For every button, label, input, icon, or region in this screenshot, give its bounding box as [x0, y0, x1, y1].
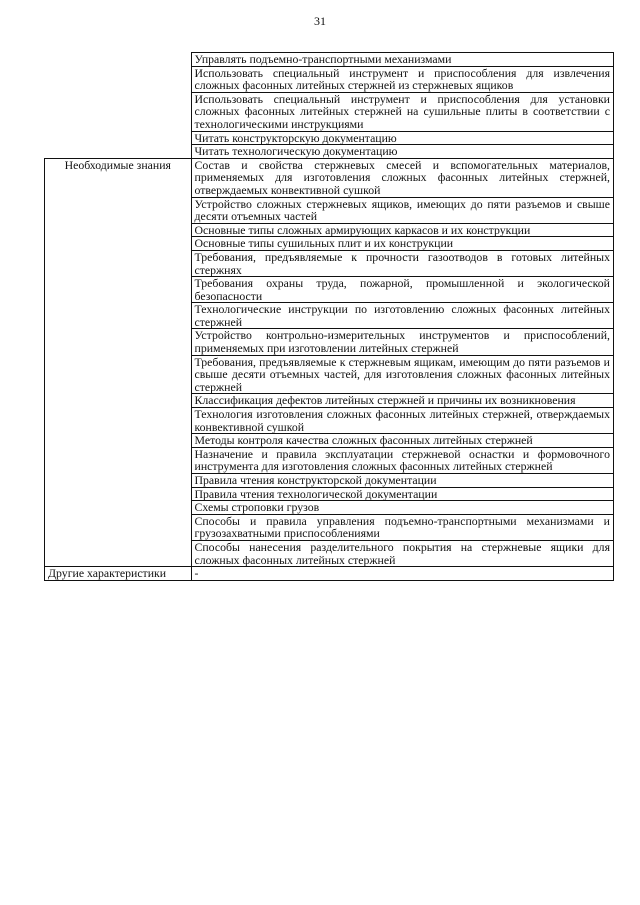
knowledge-item: Основные типы сушильных плит и их конструкции — [191, 237, 614, 251]
knowledge-item: Устройство контрольно-измерительных инструментов и приспособлений, применяемых при изготовлении литейных стержней — [191, 329, 614, 355]
knowledge-item: Схемы строповки грузов — [191, 501, 614, 515]
knowledge-item: Требования охраны труда, пожарной, промышленной и экологической безопасности — [191, 277, 614, 303]
knowledge-item: Способы и правила управления подъемно-транспортными механизмами и грузозахватными приспособлениями — [191, 514, 614, 540]
knowledge-item: Основные типы сложных армирующих каркасов и их конструкции — [191, 223, 614, 237]
knowledge-item: Методы контроля качества сложных фасонных литейных стержней — [191, 434, 614, 448]
skill-item: Использовать специальный инструмент и приспособления для извлечения сложных фасонных литейных стержней из стержневых ящиков — [191, 66, 614, 92]
other-characteristics-value: - — [191, 567, 614, 581]
skill-item: Читать технологическую документацию — [191, 145, 614, 159]
knowledge-item: Устройство сложных стержневых ящиков, имеющих до пяти разъемов и свыше десяти отъемных частей — [191, 197, 614, 223]
knowledge-item: Правила чтения конструкторской документации — [191, 474, 614, 488]
knowledge-item: Правила чтения технологической документации — [191, 487, 614, 501]
skills-label-cell — [45, 53, 192, 159]
knowledge-item: Назначение и правила эксплуатации стержневой оснастки и формовочного инструмента для изготовления сложных фасонных литейных стержней — [191, 447, 614, 473]
knowledge-item: Классификация дефектов литейных стержней и причины их возникновения — [191, 394, 614, 408]
knowledge-item: Технологические инструкции по изготовлению сложных фасонных литейных стержней — [191, 303, 614, 329]
knowledge-label: Необходимые знания — [45, 158, 192, 566]
table-row — [45, 158, 614, 197]
table-row — [45, 53, 614, 67]
knowledge-item: Способы нанесения разделительного покрытия на стержневые ящики для сложных фасонных литейных стержней — [191, 540, 614, 566]
knowledge-item: Технология изготовления сложных фасонных литейных стержней, отверждаемых конвективной сушкой — [191, 408, 614, 434]
skill-item: Читать конструкторскую документацию — [191, 131, 614, 145]
skill-item: Использовать специальный инструмент и приспособления для установки сложных фасонных литейных стержней на сушильные плиты в соответствии с технологическими инструкциями — [191, 92, 614, 131]
knowledge-item: Требования, предъявляемые к прочности газоотводов в готовых литейных стержнях — [191, 250, 614, 276]
skill-item: Управлять подъемно-транспортными механизмами — [191, 53, 614, 67]
requirements-table — [44, 52, 614, 581]
knowledge-item: Требования, предъявляемые к стержневым ящикам, имеющим до пяти разъемов и свыше десяти отъемных частей, для изготовления сложных фасонных литейных стержней — [191, 355, 614, 394]
table-row — [45, 567, 614, 581]
knowledge-item: Состав и свойства стержневых смесей и вспомогательных материалов, применяемых для изготовления сложных фасонных литейных стержней, отверждаемых конвективной сушкой — [191, 158, 614, 197]
page-number: 31 — [314, 14, 326, 28]
other-characteristics-label: Другие характеристики — [45, 567, 192, 581]
